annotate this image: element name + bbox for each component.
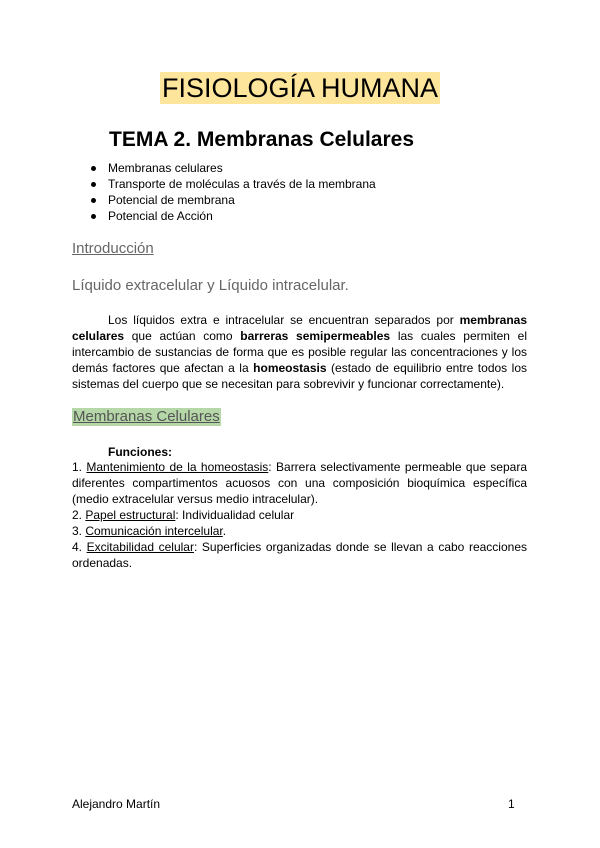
funcion-item (72, 523, 527, 539)
footer-author: Alejandro Martín (72, 797, 161, 811)
funcion-desc: : Superficies organizadas donde se llevan a cabo reacciones ordenadas. (72, 540, 527, 570)
main-title: FISIOLOGÍA HUMANA (161, 73, 439, 103)
liquido-heading: Líquido extracelular y Líquido intracelular. (72, 277, 349, 294)
intro-bold-term: membranas celulares (72, 313, 527, 343)
topic-item: Potencial de Acción (91, 208, 376, 224)
funciones-list (72, 459, 527, 571)
funcion-number: 4. (72, 540, 87, 554)
tema-title: TEMA 2. Membranas Celulares (109, 128, 414, 151)
intro-text: Los líquidos extra e intracelular se encuentran separados por (108, 313, 460, 327)
intro-text: que actúan como (124, 329, 241, 343)
funcion-item (72, 539, 527, 571)
funcion-desc: : Individualidad celular (175, 508, 295, 522)
funciones-label: Funciones: (108, 445, 173, 459)
intro-bold-term: homeostasis (253, 361, 327, 375)
funcion-desc: . (222, 524, 227, 538)
membranas-heading: Membranas Celulares (73, 408, 220, 425)
funcion-term: Excitabilidad celular (86, 540, 194, 554)
funcion-term: Papel estructural (85, 508, 176, 522)
funcion-number: 3. (72, 524, 86, 538)
funcion-term: Comunicación intercelular (85, 524, 223, 538)
intro-bold-term: barreras semipermeables (240, 329, 391, 343)
funcion-number: 2. (72, 508, 86, 522)
funcion-number: 1. (72, 460, 87, 474)
topic-list (91, 160, 376, 224)
intro-paragraph (72, 312, 527, 392)
funcion-term: Mantenimiento de la homeostasis (86, 460, 269, 474)
topic-item: Potencial de membrana (91, 192, 376, 208)
topic-item: Transporte de moléculas a través de la membrana (91, 176, 376, 192)
funcion-desc: : Barrera selectivamente permeable que separa diferentes compartimentos acuosos con una composición bioquímica específica (medio extracelular versus medio intracelular). (72, 460, 527, 506)
footer-page-number: 1 (508, 797, 515, 811)
introduction-heading: Introducción (72, 240, 154, 257)
funcion-item (72, 507, 527, 523)
topic-item: Membranas celulares (91, 160, 376, 176)
intro-text: las cuales permiten el intercambio de sustancias de forma que es posible regular las concentraciones y los demás factores que afectan a la (72, 329, 528, 375)
intro-text: (estado de equilibrio entre todos los sistemas del cuerpo que se necesitan para sobrevivir y funcionar correctamente). (72, 361, 528, 391)
funcion-item (72, 459, 527, 507)
main-title-wrap (0, 72, 600, 104)
